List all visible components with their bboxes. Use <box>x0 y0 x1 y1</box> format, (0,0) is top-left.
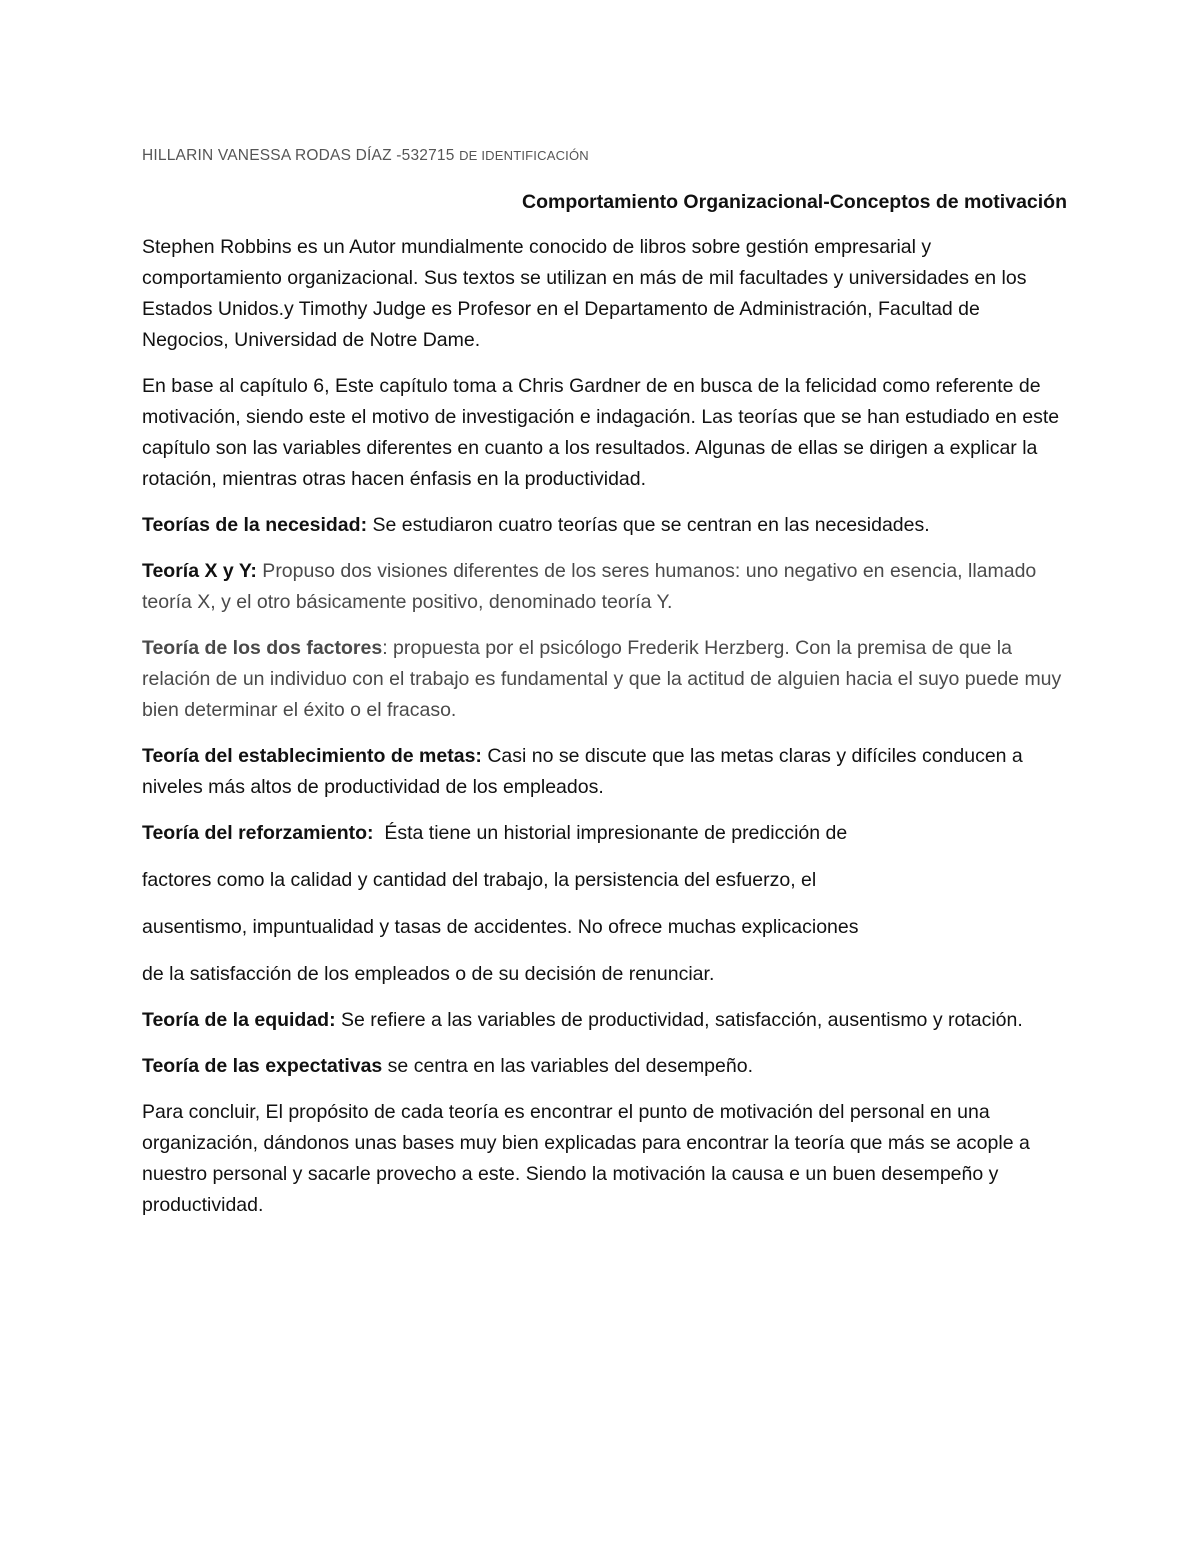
author-name: HILLARIN VANESSA RODAS DÍAZ <box>142 147 392 164</box>
theory-reforzamiento-line-3: ausentismo, impuntualidad y tasas de accidentes. No ofrece muchas explicaciones <box>142 916 859 938</box>
theory-reforzamiento-text-1: Ésta tiene un historial impresionante de predicción de <box>373 822 848 844</box>
conclusion-paragraph: Para concluir, El propósito de cada teoría es encontrar el punto de motivación del personal en una organización, dándonos unas bases muy bien explicadas para encontrar la teoría que más se acople a nuestro personal y sacarle provecho a este. Siendo la motivación la causa e un buen desempeño y productividad. <box>142 1101 1030 1216</box>
theory-expectativas-term: Teoría de las expectativas <box>142 1055 383 1077</box>
theory-reforzamiento-line-2: factores como la calidad y cantidad del trabajo, la persistencia del esfuerzo, el <box>142 869 817 891</box>
theory-equidad-text: Se refiere a las variables de productividad, satisfacción, ausentismo y rotación. <box>335 1009 1023 1031</box>
theory-expectativas-text: se centra en las variables del desempeño. <box>382 1055 753 1077</box>
theory-xy-term: Teoría X y Y: <box>142 560 257 582</box>
intro-paragraph: Stephen Robbins es un Autor mundialmente conocido de libros sobre gestión empresarial y comportamiento organizacional. Sus textos se utilizan en más de mil facultades y universidades en los Estados Unidos.y Timothy Judge es Profesor en el Departamento de Administración, Facultad de Negocios, Universidad de Notre Dame. <box>142 236 1027 351</box>
theory-reforzamiento-term: Teoría del reforzamiento: <box>142 822 374 844</box>
theory-metas <box>142 741 1067 803</box>
chapter-paragraph: En base al capítulo 6, Este capítulo toma a Chris Gardner de en busca de la felicidad como referente de motivación, siendo este el motivo de investigación e indagación. Las teorías que se han estudiado en este capítulo son las variables diferentes en cuanto a los resultados. Algunas de ellas se dirigen a explicar la rotación, mientras otras hacen énfasis en la productividad. <box>142 375 1060 490</box>
theory-necesidad-term: Teorías de la necesidad: <box>142 514 368 536</box>
author-id-label: DE IDENTIFICACIÓN <box>459 148 589 163</box>
document-body <box>142 146 1067 1221</box>
theory-equidad-term: Teoría de la equidad: <box>142 1009 336 1031</box>
theory-reforzamiento-line-4: de la satisfacción de los empleados o de su decisión de renunciar. <box>142 963 715 985</box>
author-id-number: -532715 <box>396 147 455 164</box>
theory-dos-factores-term: Teoría de los dos factores <box>142 637 383 659</box>
author-header <box>142 146 1067 166</box>
theory-expectativas <box>142 1051 1067 1082</box>
theory-metas-text: Casi no se discute que las metas claras y difíciles conducen a niveles más altos de productividad de los empleados. <box>142 745 1023 798</box>
theory-reforzamiento-line-1 <box>142 818 1067 849</box>
theory-xy <box>142 556 1067 618</box>
document-title: Comportamiento Organizacional-Conceptos de motivación <box>522 191 1067 213</box>
theory-necesidad-text: Se estudiaron cuatro teorías que se centran en las necesidades. <box>367 514 930 536</box>
theory-xy-text: Propuso dos visiones diferentes de los seres humanos: uno negativo en esencia, llamado teoría X, y el otro básicamente positivo, denominado teoría Y. <box>142 560 1037 613</box>
theory-equidad <box>142 1005 1067 1036</box>
theory-necesidad <box>142 510 1067 541</box>
theory-dos-factores-text: : propuesta por el psicólogo Frederik Herzberg. Con la premisa de que la relación de un individuo con el trabajo es fundamental y que la actitud de alguien hacia el suyo puede muy bien determinar el éxito o el fracaso. <box>142 637 1062 721</box>
theory-metas-term: Teoría del establecimiento de metas: <box>142 745 482 767</box>
theory-dos-factores <box>142 633 1067 726</box>
